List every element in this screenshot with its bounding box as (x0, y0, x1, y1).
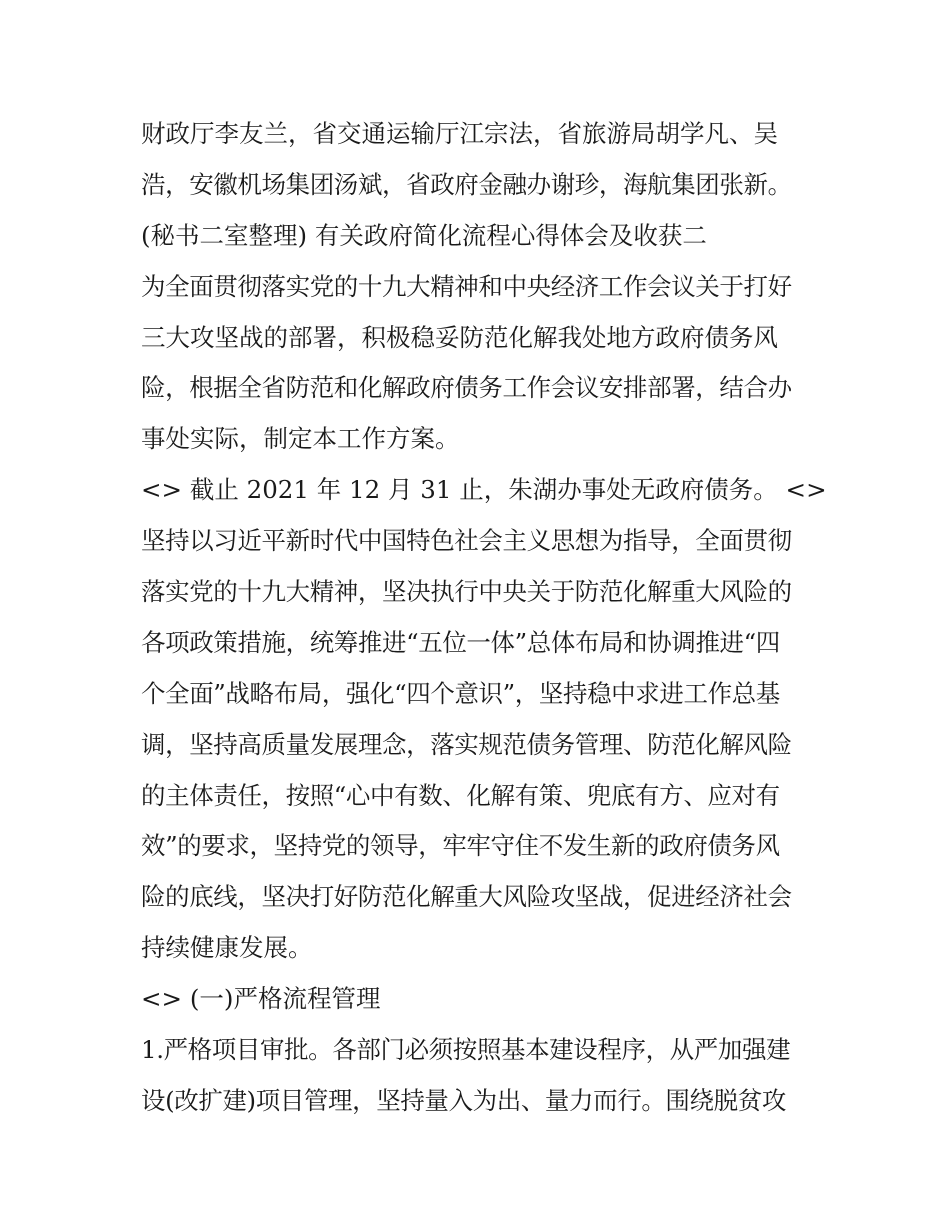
text-line: 个全面”战略布局，强化“四个意识”，坚持稳中求进工作总基 (141, 678, 780, 708)
section-heading: <> (一)严格流程管理 (141, 984, 381, 1014)
text-line: 调，坚持高质量发展理念，落实规范债务管理、防范化解风险 (141, 729, 792, 759)
text-line: (秘书二室整理) 有关政府简化流程心得体会及收获二 (141, 220, 707, 250)
text-line: 财政厅李友兰，省交通运输厅江宗法，省旅游局胡学凡、吴 (141, 119, 778, 148)
text-line: 事处实际，制定本工作方案。 (141, 424, 460, 454)
text-line: 效”的要求，坚持党的领导，牢牢守住不发生新的政府债务风 (141, 831, 780, 861)
text-line: 为全面贯彻落实党的十九大精神和中央经济工作会议关于打好 (141, 271, 792, 301)
text-line: 浩，安徽机场集团汤斌，省政府金融办谢珍，海航集团张新。 (141, 169, 792, 199)
text-line: 各项政策措施，统筹推进“五位一体”总体布局和协调推进“四 (141, 627, 780, 657)
text-line: 险的底线，坚决打好防范化解重大风险攻坚战，促进经济社会 (141, 882, 792, 912)
text-line: 设(改扩建)项目管理，坚持量入为出、量力而行。围绕脱贫攻 (141, 1085, 786, 1115)
text-line: 的主体责任，按照“心中有数、化解有策、兜底有方、应对有 (141, 780, 780, 810)
text-line: 险，根据全省防范和化解政府债务工作会议安排部署，结合办 (141, 373, 792, 403)
text-line: 1.严格项目审批。各部门必须按照基本建设程序，从严加强建 (141, 1035, 791, 1065)
text-line: 落实党的十九大精神，坚决执行中央关于防范化解重大风险的 (141, 577, 792, 607)
text-line: 持续健康发展。 (141, 933, 313, 963)
text-line: 坚持以习近平新时代中国特色社会主义思想为指导，全面贯彻 (141, 526, 792, 556)
document-body (141, 109, 831, 1127)
text-line: <> 截止 2021 年 12 月 31 止，朱湖办事处无政府债务。 <> (141, 475, 827, 505)
text-line: 三大攻坚战的部署，积极稳妥防范化解我处地方政府债务风 (141, 322, 778, 352)
